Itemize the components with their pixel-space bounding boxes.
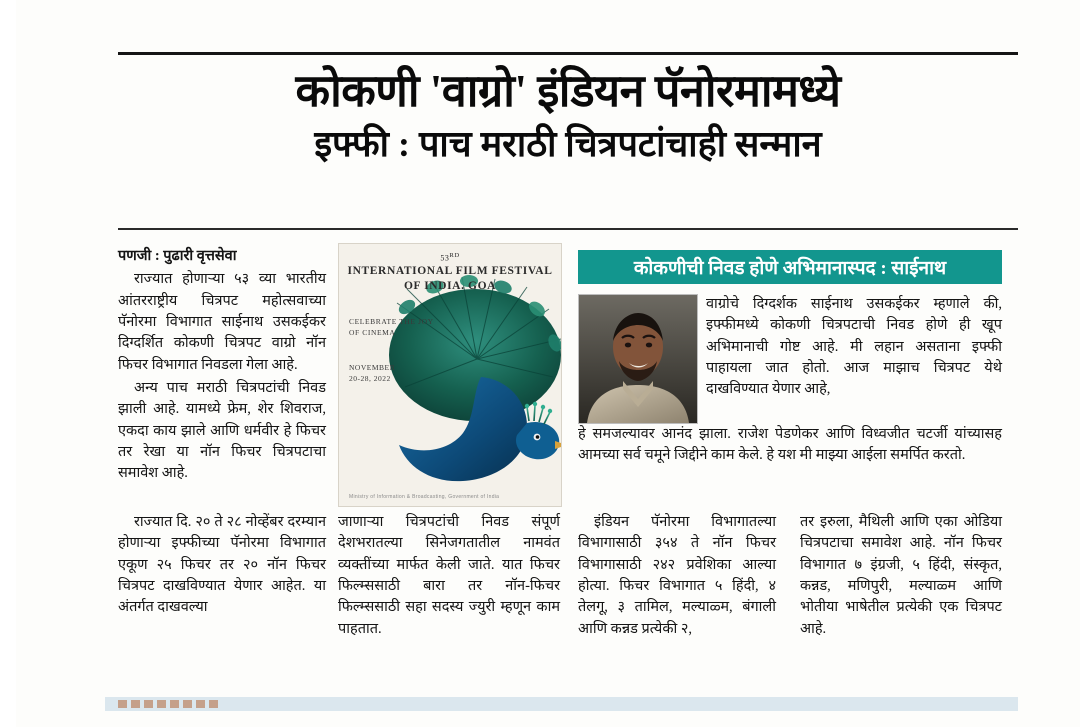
dot (157, 700, 166, 708)
dot (170, 700, 179, 708)
bottom-color-strip (105, 697, 1018, 711)
page-left-margin (0, 0, 16, 727)
dot (131, 700, 140, 708)
poster-celebrate-text: CELEBRATE THE JOY OF CINEMA (349, 317, 434, 338)
paragraph: इंडियन पॅनोरमा विभागातल्या विभागासाठी ३५४ ते नॉन फिचर विभागासाठी २४२ प्रवेशिका आल्या होत्या. फिचर विभागात ५ हिंदी, ४ तेलगू, ३ तामिल, मल्याळ्म, बंगाली आणि कन्नड प्रत्येकी २, (578, 514, 776, 637)
paragraph: राज्यात होणाऱ्या ५३ व्या भारतीय आंतरराष्ट्रीय चित्रपट महोत्सवाच्या पॅनोरमा विभागात साईनाथ उसकईकर दिग्दर्शित कोकणी चित्रपट वाग्रो नॉन फिचर विभागात निवडला गेला आहे. (118, 271, 326, 373)
director-portrait-photo (578, 294, 698, 424)
article-column-1 (118, 246, 326, 486)
byline: पणजी : पुढारी वृत्तसेवा (118, 248, 237, 264)
portrait-illustration (579, 295, 697, 423)
dot (144, 700, 153, 708)
poster-title (339, 252, 561, 293)
paragraph: तर इरुला, मैथिली आणि एका ओडिया चित्रपटाचा समावेश आहे. नॉन फिचर विभागात ७ इंग्रजी, ५ हिंदी, संस्कृत, कन्नड, मणिपुरी, मल्याळ्म आणि भोतीया भाषेतील प्रत्येकी एक चित्रपट आहे. (800, 514, 1002, 637)
page-title: कोकणी 'वाग्रो' इंडियन पॅनोरमामध्ये (295, 66, 841, 116)
dot (209, 700, 218, 708)
festival-poster-image (338, 243, 562, 507)
top-divider-rule (118, 52, 1018, 55)
poster-date-line-2: 20-28, 2022 (349, 374, 391, 384)
poster-festival-line-1: INTERNATIONAL FILM FESTIVAL (347, 264, 553, 277)
article-column-1-lower (118, 512, 326, 621)
paragraph: जाणाऱ्या चित्रपटांची निवड संपूर्ण देशभरातल्या सिनेजगतातील नामवंत व्यक्तींच्या मार्फत केली जाते. यात फिचर फिल्म्ससाठी बारा तर नॉन-फिचर फिल्म्ससाठी सहा सदस्य ज्युरी म्हणून काम पाहतात. (338, 514, 560, 637)
page-subtitle: इफ्फी : पाच मराठी चित्रपटांचाही सन्मान (314, 124, 822, 165)
poster-footer-note: Ministry of Information & Broadcasting, Government of India (349, 494, 500, 500)
paragraph: अन्य पाच मराठी चित्रपटांची निवड झाली आहे. यामध्ये फ्रेम, शेर शिवराज, एकदा काय झाले आणि धर्मवीर हे फिचर तर रेखा या नॉन फिचर चित्रपटाचा समावेश आहे. (118, 379, 326, 482)
article-column-4 (800, 512, 1002, 642)
article-column-2 (338, 512, 560, 642)
dot (196, 700, 205, 708)
highlight-quote-top: वाग्रोचे दिग्दर्शक साईनाथ उसकईकर म्हणाले की, इफ्फीमध्ये कोकणी चित्रपटाची निवड होणे ही खूप अभिमानाची गोष्ट आहे. मी लहान असताना इफ्फी पाहायला जात होतो. आज माझाच चित्रपट येथे दाखविण्यात येणार आहे, (706, 296, 1002, 398)
highlight-banner (578, 250, 1002, 284)
headline-bottom-rule (118, 228, 1018, 230)
headline-block (118, 66, 1018, 166)
dot (183, 700, 192, 708)
poster-date-line-1: NOVEMBER (349, 363, 396, 372)
dot (118, 700, 127, 708)
highlight-banner-text: कोकणीची निवड होणे अभिमानास्पद : साईनाथ (633, 258, 947, 279)
article-column-3 (578, 512, 776, 642)
poster-dates (349, 362, 441, 385)
poster-edition-number: 53 (440, 253, 450, 263)
bottom-dot-row (118, 700, 218, 708)
poster-festival-line-2: OF INDIA. GOA (403, 280, 497, 293)
paragraph: राज्यात दि. २० ते २८ नोव्हेंबर दरम्यान होणाऱ्या इफ्फीच्या पॅनोरमा विभागात एकूण २५ फिचर तर २० नॉन फिचर चित्रपट दाखविण्यात येणार आहेत. या अंतर्गत दाखवल्या (118, 514, 326, 616)
poster-edition-suffix: RD (449, 252, 460, 259)
highlight-quote-wide: हे समजल्यावर आनंद झाला. राजेश पेडणेकर आणि विध्वजीत चटर्जी यांच्यासह आमच्या सर्व चमूने जिद्दीने काम केले. हे यश मी माझ्या आईला समर्पित करतो. (578, 426, 1002, 464)
